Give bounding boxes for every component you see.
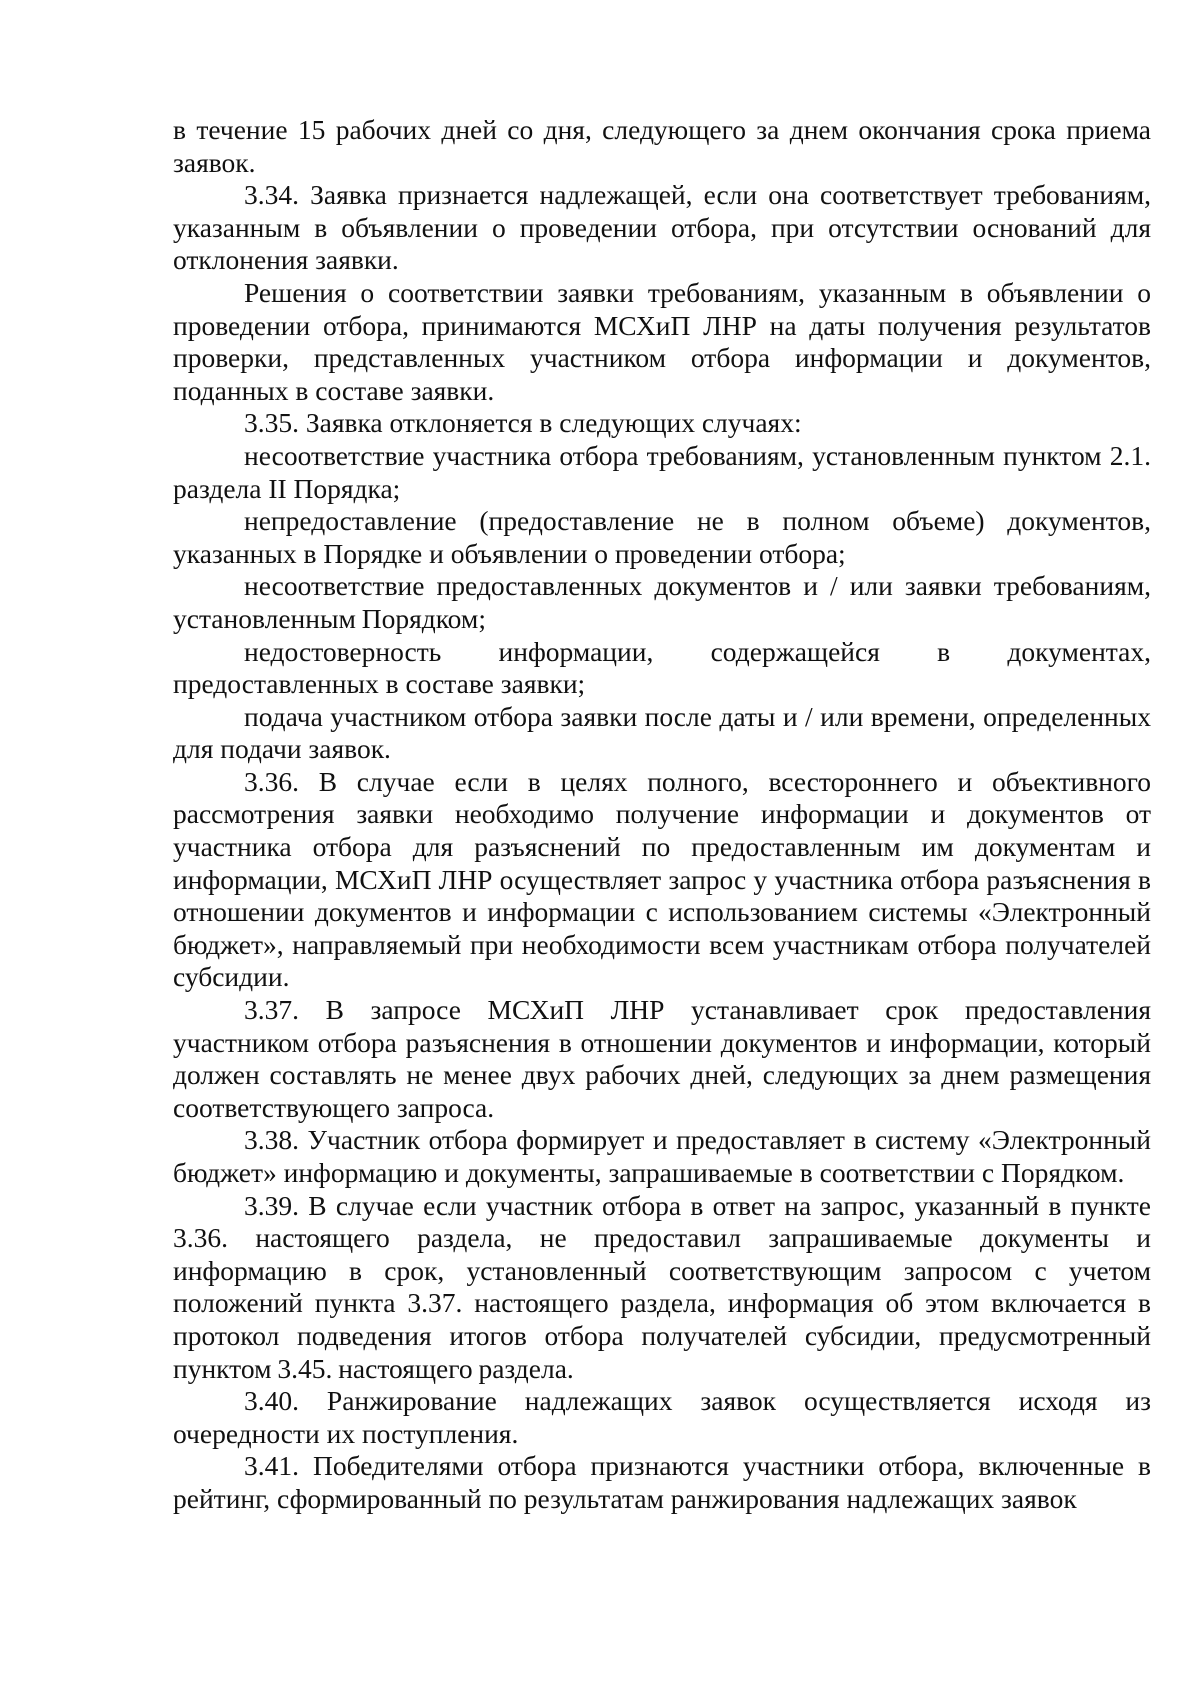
list-item-unreliability: недостоверность информации, содержащейся в документах, предоставленных в составе заявки; — [173, 635, 1151, 700]
list-item-late-submission: подача участником отбора заявки после даты и / или времени, определенных для подачи заявок. — [173, 700, 1151, 765]
list-item-document-nonconformity: несоответствие предоставленных документов и / или заявки требованиям, установленным Порядком; — [173, 570, 1151, 634]
paragraph-3-36: 3.36. В случае если в целях полного, всестороннего и объективного рассмотрения заявки необходимо получение информации и документов от участника отбора для разъяснений по предоставленным им документам и информации, МСХиП ЛНР осуществляет запрос у участника отбора разъяснения в отношении документов и информации с использованием системы «Электронный бюджет», направляемый при необходимости всем участникам отбора получателей субсидии. — [173, 765, 1151, 993]
list-item-nonprovision: непредоставление (предоставление не в полном объеме) документов, указанных в Порядке и объявлении о проведении отбора; — [173, 505, 1151, 569]
paragraph-3-35: 3.35. Заявка отклоняется в следующих случаях: — [244, 407, 802, 439]
paragraph-continuation: в течение 15 рабочих дней со дня, следующего за днем окончания срока приема заявок. — [173, 114, 1151, 178]
paragraph-decisions: Решения о соответствии заявки требованиям, указанным в объявлении о проведении отбора, принимаются МСХиП ЛНР на даты получения результатов проверки, представленных участником отбора информации и документов, поданных в составе заявки. — [173, 276, 1151, 406]
paragraph-3-41: 3.41. Победителями отбора признаются участники отбора, включенные в рейтинг, сформированный по результатам ранжирования надлежащих заявок — [173, 1450, 1151, 1514]
paragraph-3-37: 3.37. В запросе МСХиП ЛНР устанавливает срок предоставления участником отбора разъяснения в отношении документов и информации, который должен составлять не менее двух рабочих дней, следующих за днем размещения соответствующего запроса. — [173, 994, 1151, 1123]
paragraph-3-38: 3.38. Участник отбора формирует и предоставляет в систему «Электронный бюджет» информацию и документы, запрашиваемые в соответствии с Порядком. — [173, 1124, 1151, 1188]
document-page — [173, 114, 1151, 1516]
paragraph-3-34: 3.34. Заявка признается надлежащей, если она соответствует требованиям, указанным в объявлении о проведении отбора, при отсутствии оснований для отклонения заявки. — [173, 179, 1151, 276]
paragraph-3-40: 3.40. Ранжирование надлежащих заявок осуществляется исходя из очередности их поступления. — [173, 1385, 1151, 1449]
paragraph-3-39: 3.39. В случае если участник отбора в ответ на запрос, указанный в пункте 3.36. настоящего раздела, не предоставил запрашиваемые документы и информацию в срок, установленный соответствующим запросом с учетом положений пункта 3.37. настоящего раздела, информация об этом включается в протокол подведения итогов отбора получателей субсидии, предусмотренный пунктом 3.45. настоящего раздела. — [173, 1189, 1151, 1384]
list-item-nonconformity: несоответствие участника отбора требованиям, установленным пунктом 2.1. раздела II Порядка; — [173, 439, 1151, 504]
